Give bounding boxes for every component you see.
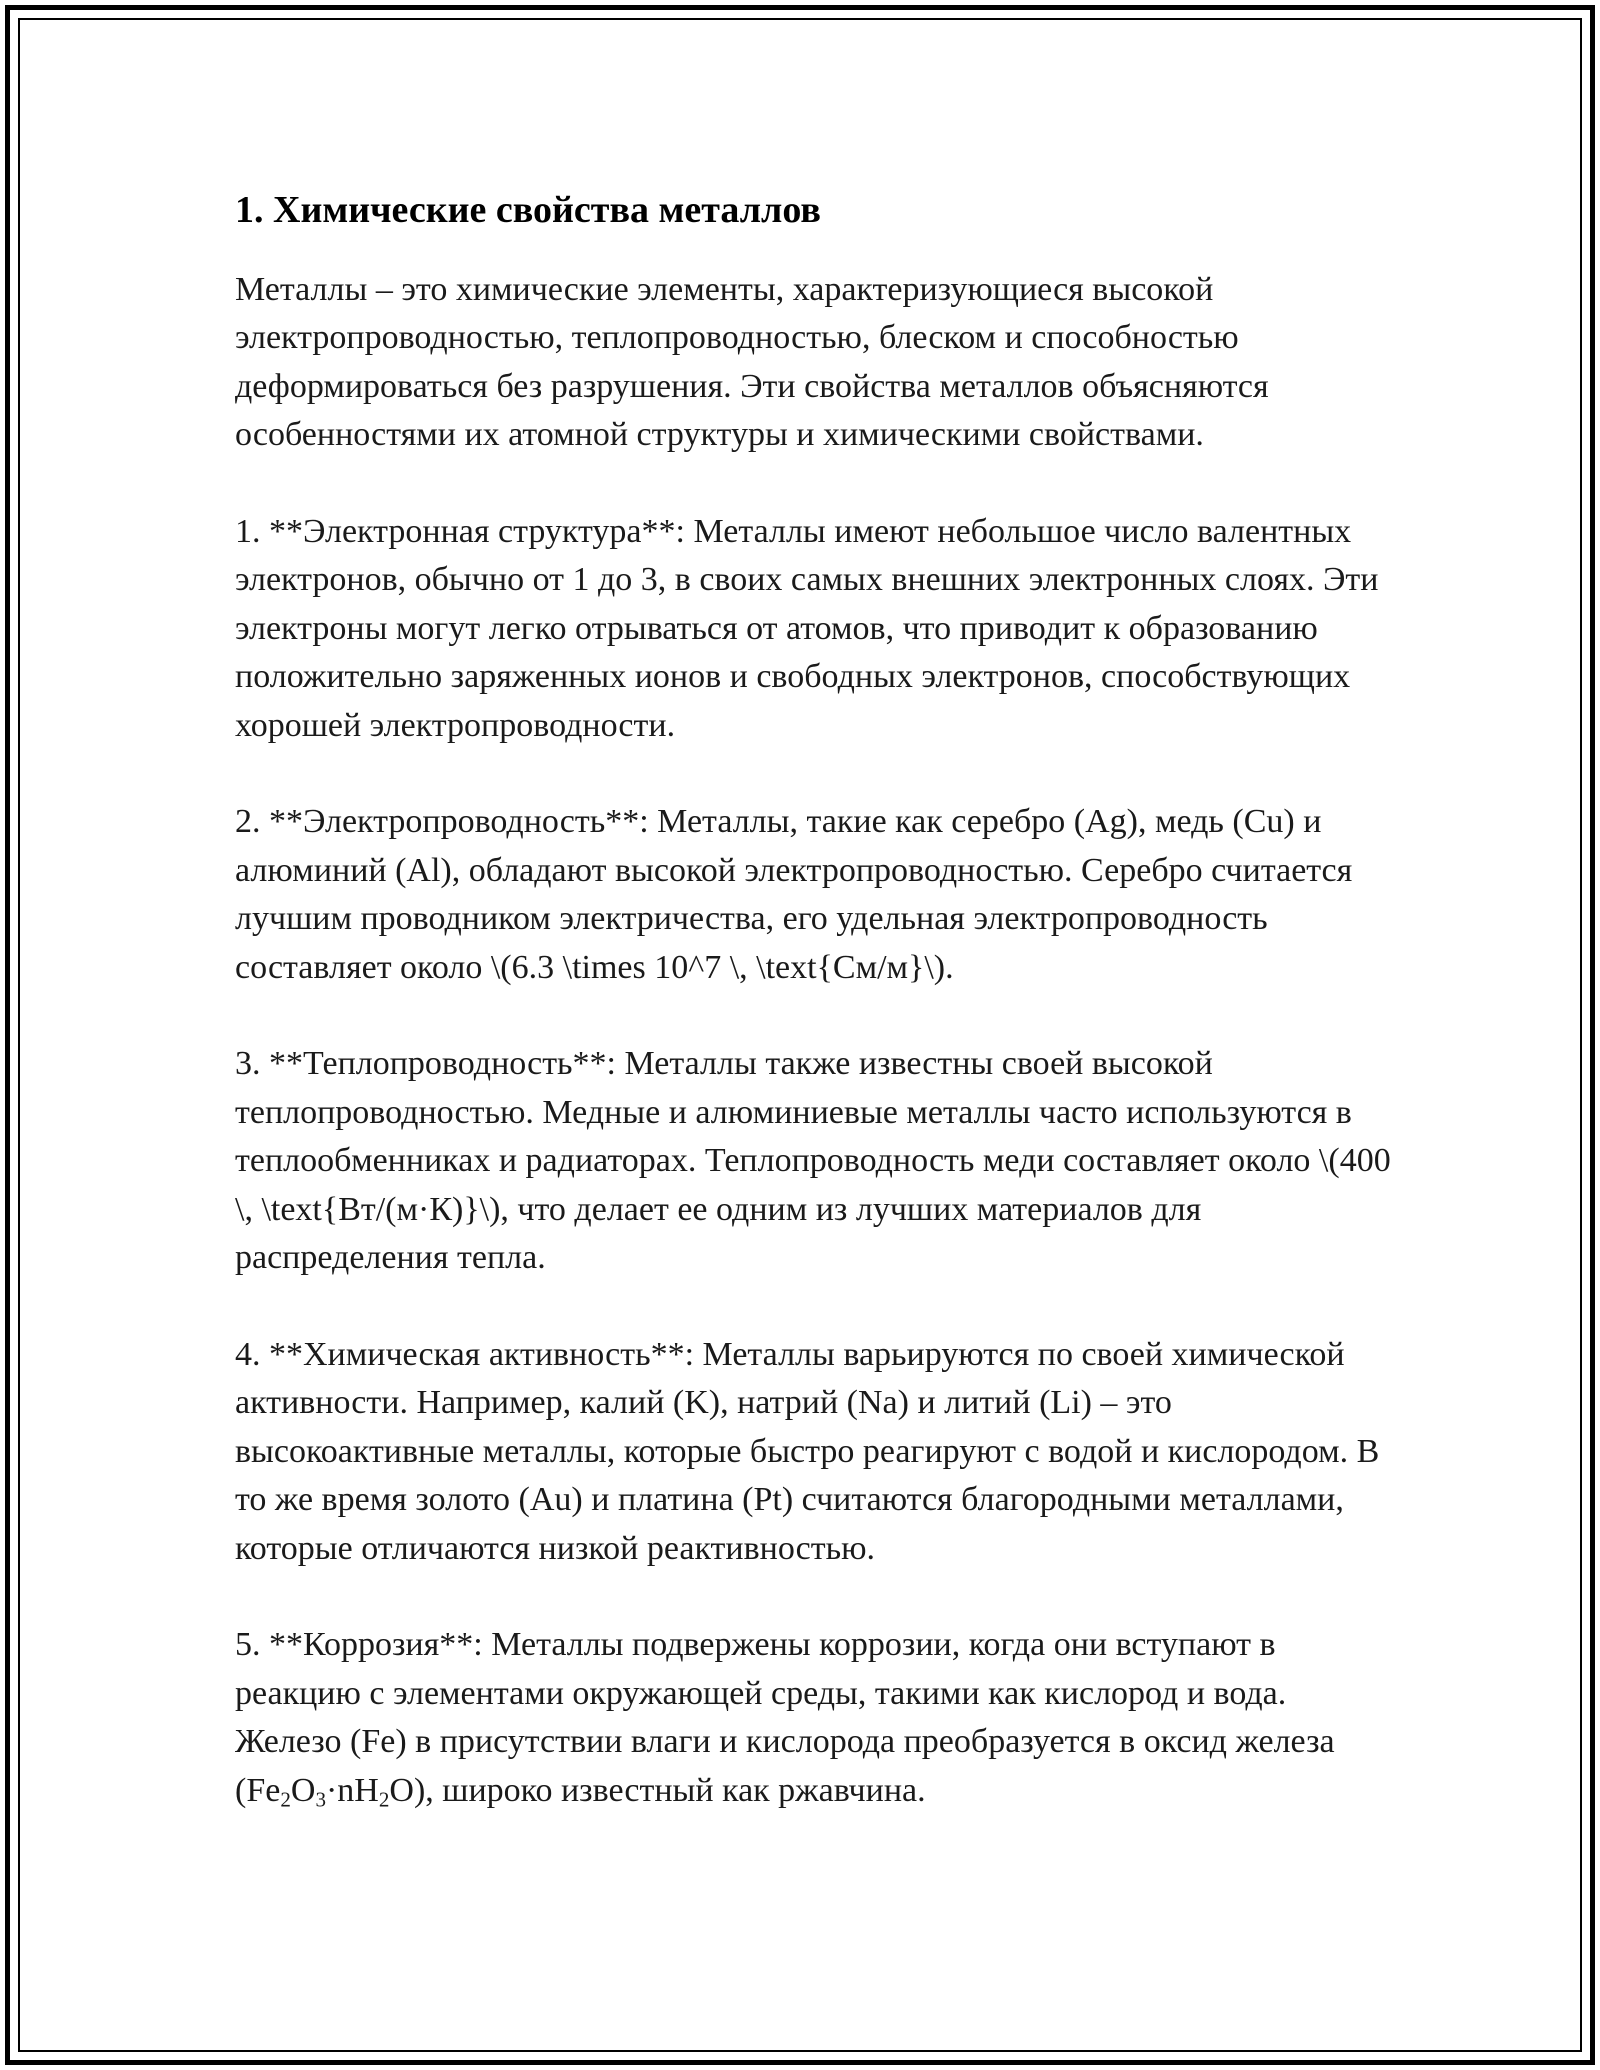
item-corrosion-text-end: O), широко известный как ржавчина. (389, 1771, 926, 1809)
item-chemical-activity: 4. **Химическая активность**: Металлы варьируются по своей химической активности. Например, калий (K), натрий (Na) и литий (Li) – это высокоактивные металлы, которые быстро реагируют с водой и кислородом. В то же время золото (Au) и платина (Pt) считаются благородными металлами, которые отличаются низкой реактивностью. (235, 1335, 1380, 1567)
intro-paragraph: Металлы – это химические элементы, характеризующиеся высокой электропроводностью, теплопроводностью, блеском и способностью деформироваться без разрушения. Эти свойства металлов объясняются особенностями их атомной структуры и химическими свойствами. (235, 270, 1269, 454)
document-title: 1. Химические свойства металлов (235, 189, 821, 231)
item-electronic-structure: 1. **Электронная структура**: Металлы имеют небольшое число валентных электронов, обычно от 1 до 3, в своих самых внешних электронных слоях. Эти электроны могут легко отрываться от атомов, что приводит к образованию положительно заряженных ионов и свободных электронов, способствующих хорошей электропроводности. (235, 512, 1379, 744)
item-corrosion-text-nh: ·nH (325, 1771, 379, 1809)
subscript-3: 3 (315, 1786, 326, 1811)
item-corrosion-text-start: 5. **Коррозия**: Металлы подвержены коррозии, когда они вступают в реакцию с элементами окружающей среды, такими как кислород и вода. Железо (Fe) в присутствии влаги и кислорода преобразуется в оксид железа (Fe (235, 1626, 1335, 1809)
item-corrosion (235, 1621, 1395, 1815)
item-thermal-conductivity: 3. **Теплопроводность**: Металлы также известны своей высокой теплопроводностью. Медные и алюминиевые металлы часто используются в теплообменниках и радиаторах. Теплопроводность меди составляет около \(400 \, \text{Вт/(м·К)}\), что делает ее одним из лучших материалов для распределения тепла. (235, 1045, 1391, 1277)
subscript-2b: 2 (378, 1786, 390, 1811)
document-body (235, 188, 1395, 1863)
item-electrical-conductivity: 2. **Электропроводность**: Металлы, такие как серебро (Ag), медь (Cu) и алюминий (Al), обладают высокой электропроводностью. Серебро считается лучшим проводником электричества, его удельная электропроводность составляет около \(6.3 \times 10^7 \, \text{См/м}\). (235, 803, 1353, 986)
subscript-2: 2 (280, 1786, 291, 1811)
item-corrosion-text-o: O (290, 1771, 316, 1809)
